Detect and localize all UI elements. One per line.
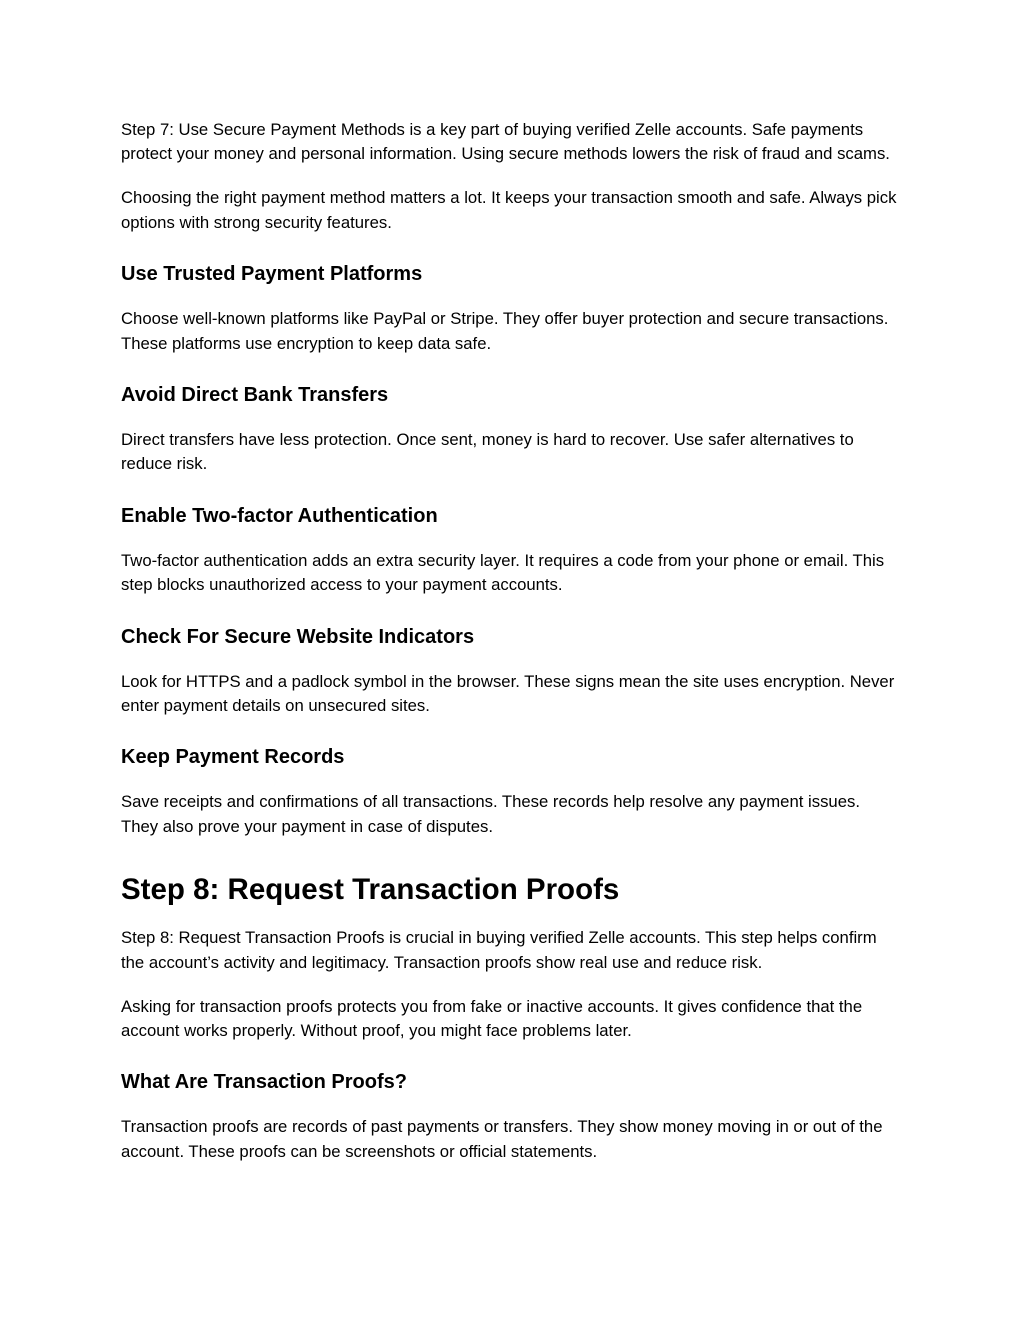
- section-body-secure-indicators: Look for HTTPS and a padlock symbol in the browser. These signs mean the site uses encryption. Never enter payment details on unsecured sites.: [121, 671, 895, 715]
- section-heading-trusted-platforms: Use Trusted Payment Platforms: [121, 263, 423, 286]
- intro-paragraph-1: Step 7: Use Secure Payment Methods is a key part of buying verified Zelle accounts. Safe payments protect your money and personal information. Using secure methods lowers the risk of fraud and scams.: [121, 120, 890, 164]
- document-page: [121, 118, 901, 1164]
- section-body-two-factor: Two-factor authentication adds an extra security layer. It requires a code from your phone or email. This step blocks unauthorized access to your payment accounts.: [121, 550, 885, 595]
- section-heading-secure-indicators: Check For Secure Website Indicators: [121, 625, 475, 648]
- section-heading-two-factor: Enable Two-factor Authentication: [121, 504, 438, 527]
- section-body-trusted-platforms: Choose well-known platforms like PayPal or Stripe. They offer buyer protection and secure transactions. These platforms use encryption to keep data safe.: [121, 309, 889, 353]
- step8-paragraph-1: Step 8: Request Transaction Proofs is crucial in buying verified Zelle accounts. This step helps confirm the account’s activity and legitimacy. Transaction proofs show real use and reduce risk.: [121, 928, 877, 972]
- step8-title: Step 8: Request Transaction Proofs: [121, 873, 620, 907]
- section-heading-payment-records: Keep Payment Records: [121, 746, 345, 769]
- step8-paragraph-2: Asking for transaction proofs protects you from fake or inactive accounts. It gives confidence that the account works properly. Without proof, you might face problems later.: [121, 996, 863, 1040]
- section-body-avoid-direct-transfers: Direct transfers have less protection. Once sent, money is hard to recover. Use safer alternatives to reduce risk.: [121, 429, 854, 474]
- intro-paragraph-2: Choosing the right payment method matters a lot. It keeps your transaction smooth and safe. Always pick options with strong security features.: [121, 188, 897, 232]
- section-body-payment-records: Save receipts and confirmations of all transactions. These records help resolve any payment issues. They also prove your payment in case of disputes.: [121, 792, 860, 836]
- section-body-what-are-proofs: Transaction proofs are records of past payments or transfers. They show money moving in or out of the account. These proofs can be screenshots or official statements.: [121, 1117, 883, 1161]
- section-heading-what-are-proofs: What Are Transaction Proofs?: [121, 1071, 407, 1094]
- section-heading-avoid-direct-transfers: Avoid Direct Bank Transfers: [121, 383, 389, 406]
